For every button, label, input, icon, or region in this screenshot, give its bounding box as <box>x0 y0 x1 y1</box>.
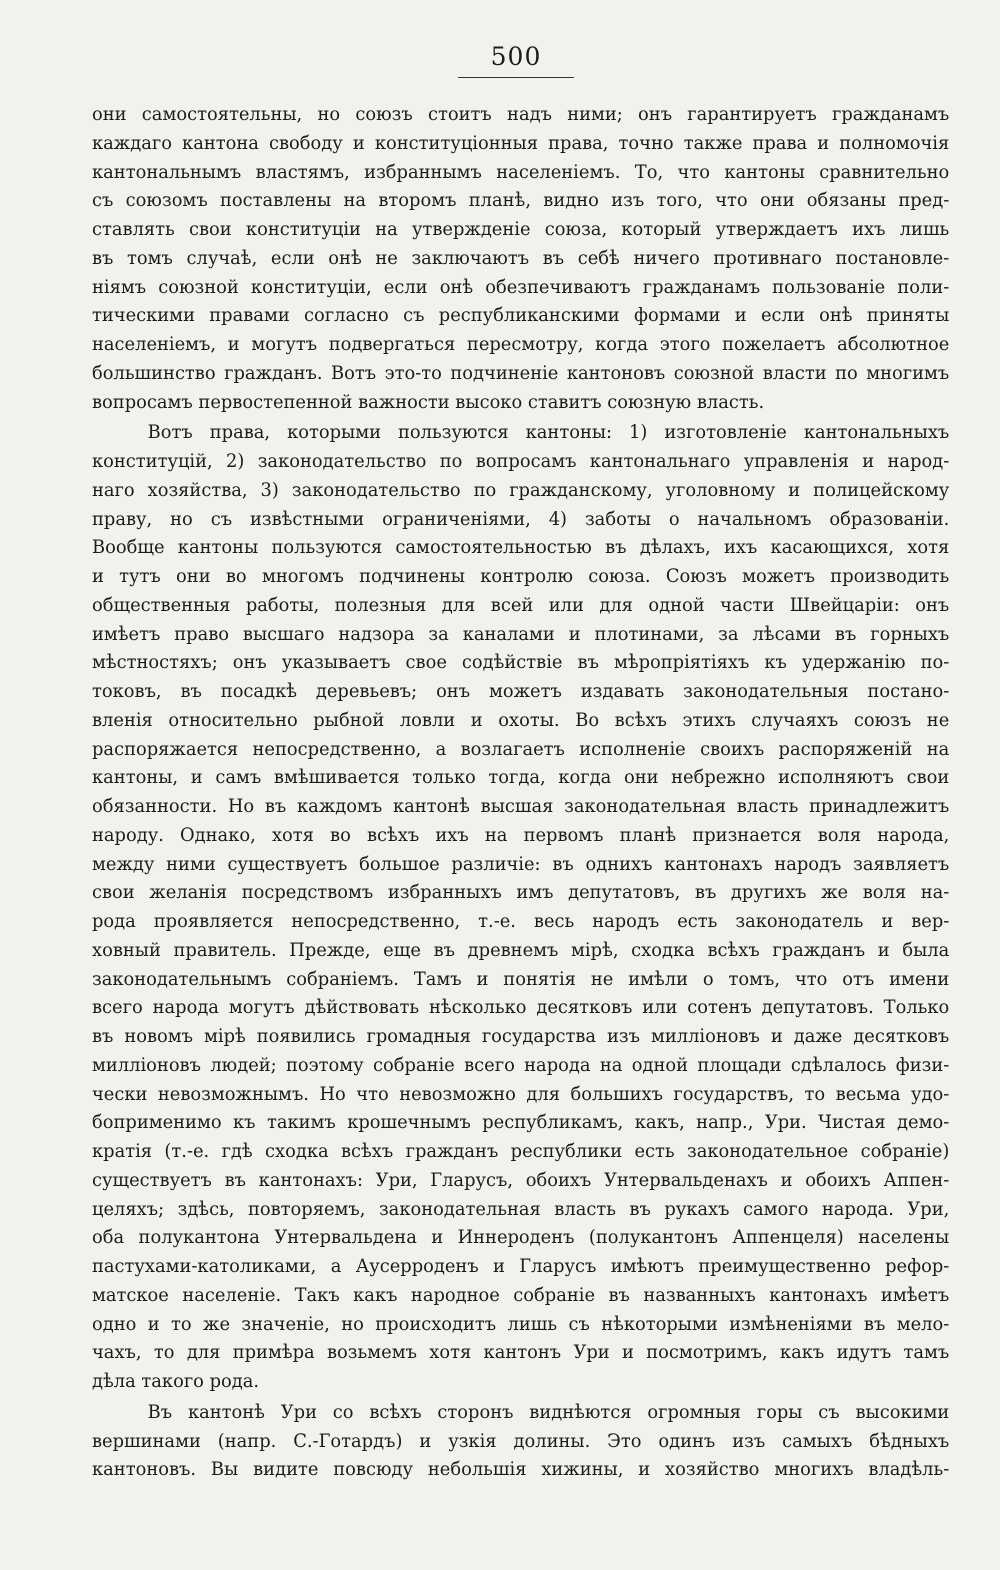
text-line: существуетъ въ кантонахъ: Ури, Гларусъ, обоихъ Унтервальденахъ и обоихъ Аппен- <box>92 1169 950 1191</box>
text-line: праву, но съ извѣстными ограниченіями, 4) заботы о начальномъ образованіи. <box>92 508 950 530</box>
text-line: кратія (т.-е. гдѣ сходка всѣхъ гражданъ республики есть законодательное собраніе) <box>92 1141 950 1162</box>
text-line: большинство гражданъ. Вотъ это-то подчиненіе кантоновъ союзной власти по многимъ <box>92 362 950 384</box>
text-line: Вообще кантоны пользуются самостоятельностью въ дѣлахъ, ихъ касающихся, хотя <box>92 537 950 559</box>
text-line: народу. Однако, хотя во всѣхъ ихъ на первомъ планѣ признается воля народа, <box>92 824 950 846</box>
text-line: всего народа могутъ дѣйствовать нѣсколько десятковъ или сотенъ депутатовъ. Только <box>92 997 950 1019</box>
text-line: въ новомъ мірѣ появились громадныя государства изъ милліоновъ и даже десятковъ <box>92 1026 950 1047</box>
page-number: 500 <box>490 42 542 71</box>
text-line: чески невозможнымъ. Но что невозможно для большихъ государствъ, то весьма удо- <box>92 1083 950 1105</box>
text-line: кантоновъ. Вы видите повсюду небольшія хижины, и хозяйство многихъ владѣль- <box>92 1459 950 1481</box>
text-line: свои желанія посредствомъ избранныхъ имъ депутатовъ, въ другихъ же воля на- <box>92 882 950 904</box>
text-line: конституцій, 2) законодательство по вопросамъ кантональнаго управленія и народ- <box>92 451 950 472</box>
text-line: кантональнымъ властямъ, избраннымъ населеніемъ. То, что кантоны сравнительно <box>92 161 950 183</box>
text-line: законодательнымъ собраніемъ. Тамъ и понятія не имѣли о томъ, что отъ имени <box>92 968 950 990</box>
text-line: общественныя работы, полезныя для всей или для одной части Швейцаріи: онъ <box>92 594 950 616</box>
text-line: матское населеніе. Такъ какъ народное собраніе въ названныхъ кантонахъ имѣетъ <box>92 1284 950 1306</box>
text-line: кантоны, и самъ вмѣшивается только тогда, когда они небрежно исполняютъ свои <box>92 767 950 789</box>
text-line: Вотъ права, которыми пользуются кантоны: 1) изготовленіе кантональныхъ <box>147 422 950 444</box>
text-line: съ союзомъ поставлены на второмъ планѣ, видно изъ того, что они обязаны пред- <box>92 190 950 212</box>
text-line: рода проявляется непосредственно, т.-е. весь народъ есть законодатель и вер- <box>92 911 950 932</box>
text-line: каждаго кантона свободу и конституціонныя права, точно также права и полномочія <box>92 132 950 154</box>
text-line: наго хозяйства, 3) законодательство по гражданскому, уголовному и полицейскому <box>92 479 950 501</box>
text-line: ставлять свои конституціи на утвержденіе союза, который утверждаетъ ихъ лишь <box>92 219 950 240</box>
text-line: вопросамъ первостепенной важности высоко ставитъ союзную власть. <box>92 391 765 413</box>
text-line: вленія относительно рыбной ловли и охоты. Во всѣхъ этихъ случаяхъ союзъ не <box>92 709 950 731</box>
text-line: обязанности. Но въ каждомъ кантонѣ высшая законодательная власть принадлежитъ <box>92 796 950 817</box>
text-line: они самостоятельны, но союзъ стоитъ надъ ними; онъ гарантируетъ гражданамъ <box>92 104 950 125</box>
header-rule <box>458 77 574 78</box>
text-line: целяхъ; здѣсь, повторяемъ, законодательная власть въ рукахъ самого народа. Ури, <box>92 1198 950 1220</box>
text-line: имѣетъ право высшаго надзора за каналами и плотинами, за лѣсами въ горныхъ <box>92 623 950 645</box>
body-text <box>92 101 950 1485</box>
text-line: вершинами (напр. С.-Готардъ) и узкія долины. Это одинъ изъ самыхъ бѣдныхъ <box>92 1430 950 1452</box>
text-line: населеніемъ, и могутъ подвергаться пересмотру, когда этого пожелаетъ абсолютное <box>92 334 950 355</box>
text-line: токовъ, въ посадкѣ деревьевъ; онъ можетъ издавать законодательныя постано- <box>92 681 950 702</box>
text-line: ховный правитель. Прежде, еще въ древнемъ мірѣ, сходка всѣхъ гражданъ и была <box>92 939 950 961</box>
text-line: распоряжается непосредственно, а возлагаетъ исполненіе своихъ распоряженій на <box>92 738 950 760</box>
text-line: милліоновъ людей; поэтому собраніе всего народа на одной площади сдѣлалось физи- <box>92 1054 950 1076</box>
text-line: дѣла такого рода. <box>92 1371 260 1392</box>
text-line: въ томъ случаѣ, если онѣ не заключаютъ въ себѣ ничего противнаго постановле- <box>92 247 950 269</box>
text-line: и тутъ они во многомъ подчинены контролю союза. Союзъ можетъ производить <box>92 566 950 587</box>
text-line: ніямъ союзной конституціи, если онѣ обезпечиваютъ гражданамъ пользованіе поли- <box>92 276 950 298</box>
text-line: мѣстностяхъ; онъ указываетъ свое содѣйствіе въ мѣропріятіяхъ къ удержанію по- <box>92 652 950 674</box>
text-line: одно и то же значеніе, но происходитъ лишь съ нѣкоторыми измѣненіями въ мело- <box>92 1313 950 1335</box>
text-line: пастухами-католиками, а Аусерроденъ и Гларусъ имѣютъ преимущественно рефор- <box>92 1256 950 1277</box>
text-line: между ними существуетъ большое различіе: въ однихъ кантонахъ народъ заявляетъ <box>92 853 950 875</box>
text-line: чахъ, то для примѣра возьмемъ хотя кантонъ Ури и посмотримъ, какъ идутъ тамъ <box>92 1342 950 1364</box>
text-line: оба полукантона Унтервальдена и Иннероденъ (полукантонъ Аппенцеля) населены <box>92 1227 950 1249</box>
text-line: Въ кантонѣ Ури со всѣхъ сторонъ виднѣются огромныя горы съ высокими <box>147 1401 950 1423</box>
text-line: тическими правами согласно съ республиканскими формами и если онѣ приняты <box>92 305 950 327</box>
text-line: боприменимо къ такимъ крошечнымъ республикамъ, какъ, напр., Ури. Чистая демо- <box>92 1112 950 1134</box>
